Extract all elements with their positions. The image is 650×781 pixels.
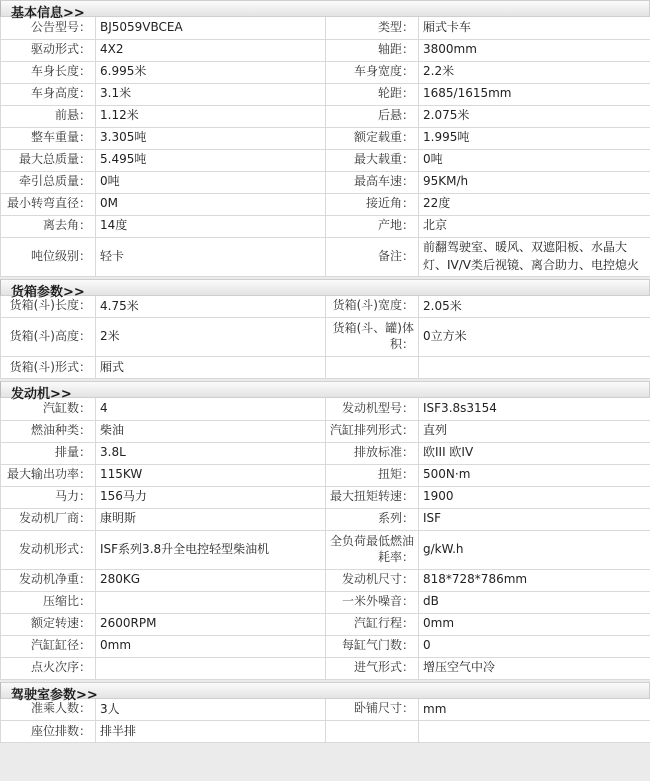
spec-label: 离去角： <box>1 215 96 237</box>
spec-value: 156马力 <box>96 486 326 508</box>
spec-row <box>1 83 650 105</box>
spec-row <box>1 296 650 318</box>
spec-value: 0立方米 <box>419 318 650 357</box>
spec-value: 2.075米 <box>419 105 650 127</box>
spec-value: ISF <box>419 508 650 530</box>
spec-row <box>1 215 650 237</box>
spec-row <box>1 61 650 83</box>
spec-label: 扭矩： <box>326 464 419 486</box>
spec-row <box>1 127 650 149</box>
spec-label: 接近角： <box>326 193 419 215</box>
spec-label: 进气形式： <box>326 657 419 679</box>
spec-row <box>1 149 650 171</box>
spec-value <box>419 357 650 379</box>
spec-value: 1685/1615mm <box>419 83 650 105</box>
spec-label: 发动机厂商： <box>1 508 96 530</box>
spec-label: 产地： <box>326 215 419 237</box>
spec-value <box>419 721 650 743</box>
spec-value: 22度 <box>419 193 650 215</box>
spec-row <box>1 657 650 679</box>
spec-row <box>1 39 650 61</box>
section-title: 货箱参数>> <box>0 279 650 296</box>
spec-row <box>1 442 650 464</box>
spec-value: 北京 <box>419 215 650 237</box>
spec-table <box>0 398 650 680</box>
section-2 <box>0 381 650 680</box>
spec-label: 最大扭矩转速： <box>326 486 419 508</box>
spec-value <box>96 657 326 679</box>
section-1 <box>0 279 650 380</box>
spec-label: 备注： <box>326 237 419 276</box>
spec-label: 最大总质量： <box>1 149 96 171</box>
spec-label: 货箱(斗)长度： <box>1 296 96 318</box>
spec-label: 额定载重： <box>326 127 419 149</box>
spec-label: 卧铺尺寸： <box>326 699 419 721</box>
spec-row <box>1 591 650 613</box>
spec-row <box>1 464 650 486</box>
spec-label: 汽缸排列形式： <box>326 420 419 442</box>
spec-value: 前翻驾驶室、暖风、双遮阳板、水晶大灯、IV/V类后视镜、离合助力、电控熄火 <box>419 237 650 276</box>
spec-value: ISF3.8s3154 <box>419 398 650 420</box>
spec-value: 4 <box>96 398 326 420</box>
spec-label: 最高车速： <box>326 171 419 193</box>
spec-label: 马力： <box>1 486 96 508</box>
spec-label: 前悬： <box>1 105 96 127</box>
spec-label: 后悬： <box>326 105 419 127</box>
spec-row <box>1 721 650 743</box>
spec-row <box>1 193 650 215</box>
spec-value: 康明斯 <box>96 508 326 530</box>
spec-label: 吨位级别： <box>1 237 96 276</box>
spec-label: 排放标准： <box>326 442 419 464</box>
spec-value: 排半排 <box>96 721 326 743</box>
spec-row <box>1 237 650 276</box>
spec-value: 1.12米 <box>96 105 326 127</box>
spec-label: 发动机尺寸： <box>326 569 419 591</box>
spec-label: 汽缸数： <box>1 398 96 420</box>
spec-value: 3.1米 <box>96 83 326 105</box>
spec-label: 轴距： <box>326 39 419 61</box>
spec-row <box>1 613 650 635</box>
spec-value: 0吨 <box>419 149 650 171</box>
spec-label: 货箱(斗)形式： <box>1 357 96 379</box>
spec-row <box>1 635 650 657</box>
spec-value: 2600RPM <box>96 613 326 635</box>
spec-label: 一米外噪音： <box>326 591 419 613</box>
spec-label: 压缩比： <box>1 591 96 613</box>
spec-value: 3.305吨 <box>96 127 326 149</box>
spec-label: 点火次序： <box>1 657 96 679</box>
spec-row <box>1 398 650 420</box>
spec-value: 柴油 <box>96 420 326 442</box>
spec-label: 全负荷最低燃油耗率： <box>326 530 419 569</box>
spec-row <box>1 569 650 591</box>
spec-label: 汽缸缸径： <box>1 635 96 657</box>
spec-label: 发动机净重： <box>1 569 96 591</box>
spec-value: 1900 <box>419 486 650 508</box>
spec-label: 车身宽度： <box>326 61 419 83</box>
spec-label: 排量： <box>1 442 96 464</box>
section-0 <box>0 0 650 277</box>
spec-label <box>326 721 419 743</box>
spec-row <box>1 17 650 39</box>
spec-value: 4X2 <box>96 39 326 61</box>
spec-label: 货箱(斗、罐)体积： <box>326 318 419 357</box>
spec-label <box>326 357 419 379</box>
spec-label: 类型： <box>326 17 419 39</box>
spec-label: 准乘人数： <box>1 699 96 721</box>
spec-row <box>1 486 650 508</box>
spec-value: 2米 <box>96 318 326 357</box>
spec-label: 轮距： <box>326 83 419 105</box>
spec-value: 0mm <box>96 635 326 657</box>
spec-value: 厢式 <box>96 357 326 379</box>
spec-value: 115KW <box>96 464 326 486</box>
spec-row <box>1 171 650 193</box>
spec-value: 厢式卡车 <box>419 17 650 39</box>
spec-row <box>1 530 650 569</box>
spec-label: 发动机型号： <box>326 398 419 420</box>
spec-value <box>96 591 326 613</box>
spec-value: 5.495吨 <box>96 149 326 171</box>
spec-value: 0吨 <box>96 171 326 193</box>
spec-value: g/kW.h <box>419 530 650 569</box>
spec-value: BJ5059VBCEA <box>96 17 326 39</box>
spec-label: 额定转速： <box>1 613 96 635</box>
spec-value: 95KM/h <box>419 171 650 193</box>
spec-row <box>1 420 650 442</box>
spec-value: 轻卡 <box>96 237 326 276</box>
section-title: 驾驶室参数>> <box>0 682 650 699</box>
spec-value: 0mm <box>419 613 650 635</box>
spec-value: 3人 <box>96 699 326 721</box>
spec-label: 最大输出功率： <box>1 464 96 486</box>
spec-value: 500N·m <box>419 464 650 486</box>
spec-row <box>1 508 650 530</box>
spec-table <box>0 296 650 380</box>
spec-value: 818*728*786mm <box>419 569 650 591</box>
spec-label: 每缸气门数： <box>326 635 419 657</box>
spec-label: 公告型号： <box>1 17 96 39</box>
spec-row <box>1 318 650 357</box>
spec-table <box>0 17 650 277</box>
section-title: 基本信息>> <box>0 0 650 17</box>
spec-value: 280KG <box>96 569 326 591</box>
spec-value: 0 <box>419 635 650 657</box>
section-title: 发动机>> <box>0 381 650 398</box>
spec-value: ISF系列3.8升全电控轻型柴油机 <box>96 530 326 569</box>
spec-value: 1.995吨 <box>419 127 650 149</box>
spec-value: 0M <box>96 193 326 215</box>
spec-label: 车身长度： <box>1 61 96 83</box>
spec-value: 4.75米 <box>96 296 326 318</box>
spec-value: dB <box>419 591 650 613</box>
spec-value: 3.8L <box>96 442 326 464</box>
spec-label: 系列： <box>326 508 419 530</box>
spec-label: 最小转弯直径： <box>1 193 96 215</box>
spec-label: 燃油种类： <box>1 420 96 442</box>
spec-value: 6.995米 <box>96 61 326 83</box>
spec-value: mm <box>419 699 650 721</box>
spec-label: 牵引总质量： <box>1 171 96 193</box>
spec-label: 货箱(斗)高度： <box>1 318 96 357</box>
spec-value: 2.05米 <box>419 296 650 318</box>
spec-label: 发动机形式： <box>1 530 96 569</box>
spec-label: 货箱(斗)宽度： <box>326 296 419 318</box>
spec-value: 3800mm <box>419 39 650 61</box>
spec-table <box>0 699 650 744</box>
spec-value: 增压空气中冷 <box>419 657 650 679</box>
spec-label: 车身高度： <box>1 83 96 105</box>
section-3 <box>0 682 650 744</box>
spec-label: 最大载重： <box>326 149 419 171</box>
spec-value: 2.2米 <box>419 61 650 83</box>
spec-value: 欧III 欧IV <box>419 442 650 464</box>
spec-label: 汽缸行程： <box>326 613 419 635</box>
spec-value: 14度 <box>96 215 326 237</box>
spec-row <box>1 105 650 127</box>
spec-row <box>1 357 650 379</box>
spec-label: 驱动形式： <box>1 39 96 61</box>
spec-label: 座位排数： <box>1 721 96 743</box>
spec-value: 直列 <box>419 420 650 442</box>
spec-label: 整车重量： <box>1 127 96 149</box>
